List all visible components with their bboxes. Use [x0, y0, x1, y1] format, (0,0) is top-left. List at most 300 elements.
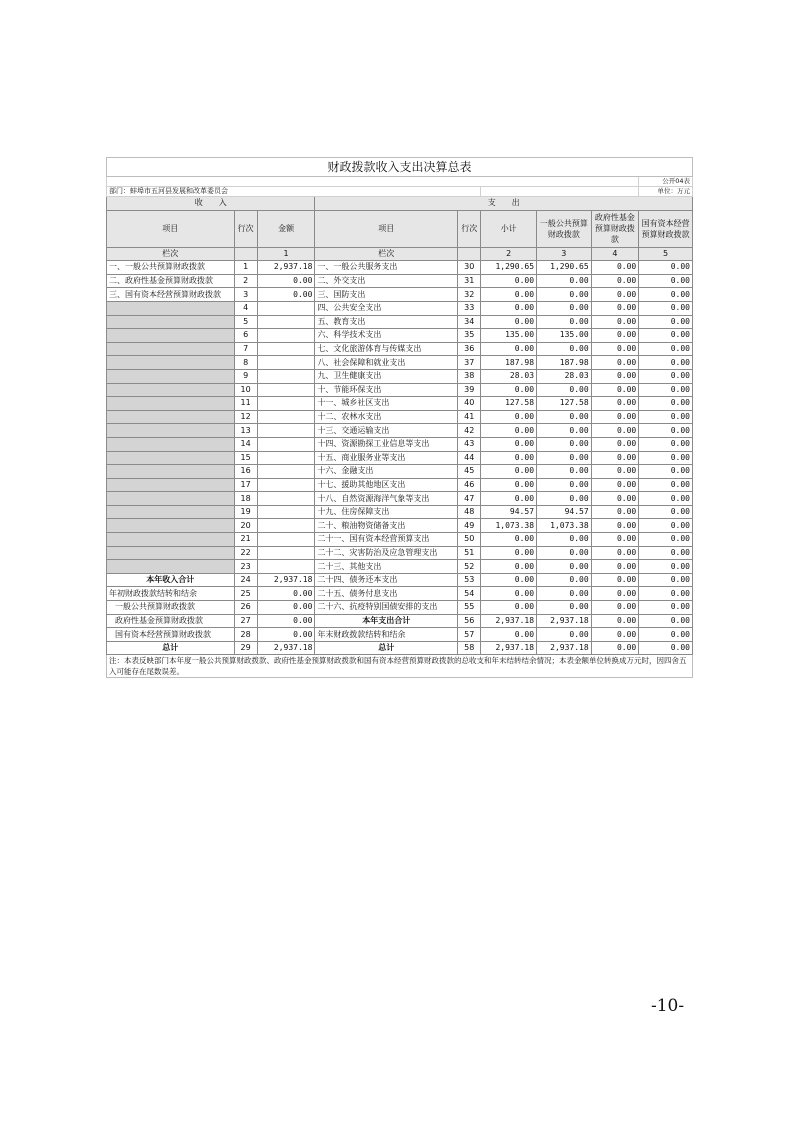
- fund-budget-value: 0.00: [591, 478, 639, 492]
- capital-budget-value: 0.00: [639, 492, 693, 506]
- fund-budget-value: 0.00: [591, 519, 639, 533]
- expense-row-no: 34: [458, 315, 481, 329]
- fund-budget-value: 0.00: [591, 437, 639, 451]
- general-budget-value: 0.00: [537, 560, 592, 574]
- index-col-1: 1: [257, 247, 315, 261]
- capital-budget-value: 0.00: [639, 437, 693, 451]
- income-row-no: 6: [234, 329, 257, 343]
- income-amount: 0.00: [257, 628, 315, 642]
- table-row: [107, 641, 693, 655]
- fund-budget-value: 0.00: [591, 274, 639, 288]
- income-item: 本年收入合计: [107, 573, 235, 587]
- table-row: [107, 601, 693, 615]
- expense-item: 十八、自然资源海洋气象等支出: [315, 492, 458, 506]
- income-row-no: 8: [234, 356, 257, 370]
- expense-row-no: 53: [458, 573, 481, 587]
- general-budget-value: 187.98: [537, 356, 592, 370]
- expense-item: 二十三、其他支出: [315, 560, 458, 574]
- subtotal-value: 0.00: [481, 274, 537, 288]
- expense-item: 十一、城乡社区支出: [315, 397, 458, 411]
- table-row: [107, 465, 693, 479]
- income-row-no: 11: [234, 397, 257, 411]
- capital-budget-value: 0.00: [639, 601, 693, 615]
- capital-budget-value: 0.00: [639, 505, 693, 519]
- income-amount: [257, 505, 315, 519]
- income-amount: 0.00: [257, 601, 315, 615]
- expense-row-no: 49: [458, 519, 481, 533]
- capital-budget-value: 0.00: [639, 533, 693, 547]
- expense-row-no: 55: [458, 601, 481, 615]
- expense-item: 五、教育支出: [315, 315, 458, 329]
- general-budget-value: 1,290.65: [537, 261, 592, 275]
- subtotal-value: 0.00: [481, 601, 537, 615]
- table-row: [107, 614, 693, 628]
- subtotal-value: 0.00: [481, 573, 537, 587]
- expense-item: 二十、粮油物资储备支出: [315, 519, 458, 533]
- general-budget-value: 2,937.18: [537, 641, 592, 655]
- capital-budget-value: 0.00: [639, 573, 693, 587]
- subtotal-value: 0.00: [481, 492, 537, 506]
- table-note: 注：本表反映部门本年度一般公共预算财政拨款、政府性基金预算财政拨款和国有资本经营预算财政拨款的总收支和年末结转结余情况；本表金额单位转换成万元时，因四舍五入可能存在尾数误差。: [107, 655, 693, 678]
- table-row: [107, 546, 693, 560]
- income-item: 国有资本经营预算财政拨款: [107, 628, 235, 642]
- expense-row-no: 32: [458, 288, 481, 302]
- subtotal-value: 0.00: [481, 478, 537, 492]
- general-budget-value: 0.00: [537, 315, 592, 329]
- form-number: 公开04表: [639, 177, 693, 187]
- fund-budget-value: 0.00: [591, 261, 639, 275]
- expense-row-no: 35: [458, 329, 481, 343]
- income-amount: [257, 451, 315, 465]
- expense-item: 二十五、债务付息支出: [315, 587, 458, 601]
- income-item: 政府性基金预算财政拨款: [107, 614, 235, 628]
- capital-budget-value: 0.00: [639, 641, 693, 655]
- capital-budget-value: 0.00: [639, 329, 693, 343]
- income-row-no: 25: [234, 587, 257, 601]
- index-label-2: 栏次: [315, 247, 458, 261]
- subtotal-value: 28.03: [481, 369, 537, 383]
- income-item: [107, 492, 235, 506]
- expense-item: 九、卫生健康支出: [315, 369, 458, 383]
- income-amount: [257, 560, 315, 574]
- subtotal-value: 0.00: [481, 546, 537, 560]
- income-item: [107, 356, 235, 370]
- fund-budget-value: 0.00: [591, 342, 639, 356]
- expense-row-no: 38: [458, 369, 481, 383]
- income-row-no: 1: [234, 261, 257, 275]
- subtotal-value: 0.00: [481, 288, 537, 302]
- fund-budget-value: 0.00: [591, 329, 639, 343]
- income-item: [107, 505, 235, 519]
- fund-budget-value: 0.00: [591, 492, 639, 506]
- fund-budget-value: 0.00: [591, 288, 639, 302]
- col-amount: 金额: [257, 210, 315, 247]
- income-amount: 0.00: [257, 587, 315, 601]
- expense-row-no: 33: [458, 301, 481, 315]
- fund-budget-value: 0.00: [591, 315, 639, 329]
- income-row-no: 21: [234, 533, 257, 547]
- general-budget-value: 0.00: [537, 383, 592, 397]
- income-amount: [257, 410, 315, 424]
- income-item: [107, 437, 235, 451]
- expense-row-no: 43: [458, 437, 481, 451]
- general-budget-value: 0.00: [537, 410, 592, 424]
- capital-budget-value: 0.00: [639, 410, 693, 424]
- income-row-no: 4: [234, 301, 257, 315]
- table-row: [107, 505, 693, 519]
- income-item: [107, 560, 235, 574]
- income-row-no: 12: [234, 410, 257, 424]
- general-budget-value: 0.00: [537, 533, 592, 547]
- general-budget-value: 0.00: [537, 601, 592, 615]
- general-budget-value: 28.03: [537, 369, 592, 383]
- general-budget-value: 127.58: [537, 397, 592, 411]
- income-row-no: 19: [234, 505, 257, 519]
- table-row: [107, 369, 693, 383]
- subtotal-value: 0.00: [481, 560, 537, 574]
- general-budget-value: 0.00: [537, 301, 592, 315]
- income-amount: [257, 546, 315, 560]
- capital-budget-value: 0.00: [639, 546, 693, 560]
- capital-budget-value: 0.00: [639, 261, 693, 275]
- income-amount: [257, 465, 315, 479]
- fund-budget-value: 0.00: [591, 614, 639, 628]
- capital-budget-value: 0.00: [639, 369, 693, 383]
- subtotal-value: 0.00: [481, 437, 537, 451]
- expense-row-no: 30: [458, 261, 481, 275]
- income-amount: 0.00: [257, 614, 315, 628]
- capital-budget-value: 0.00: [639, 356, 693, 370]
- subtotal-value: 0.00: [481, 451, 537, 465]
- table-row: [107, 492, 693, 506]
- expense-item: 本年支出合计: [315, 614, 458, 628]
- expense-row-no: 42: [458, 424, 481, 438]
- fund-budget-value: 0.00: [591, 560, 639, 574]
- general-budget-value: 0.00: [537, 492, 592, 506]
- income-item: [107, 546, 235, 560]
- table-row: [107, 410, 693, 424]
- index-label: 栏次: [107, 247, 235, 261]
- col-subtotal: 小计: [481, 210, 537, 247]
- capital-budget-value: 0.00: [639, 478, 693, 492]
- expense-item: 十四、资源勘探工业信息等支出: [315, 437, 458, 451]
- fund-budget-value: 0.00: [591, 369, 639, 383]
- expense-row-no: 56: [458, 614, 481, 628]
- income-item: [107, 465, 235, 479]
- expense-row-no: 57: [458, 628, 481, 642]
- capital-budget-value: 0.00: [639, 451, 693, 465]
- income-row-no: 13: [234, 424, 257, 438]
- fund-budget-value: 0.00: [591, 410, 639, 424]
- income-row-no: 15: [234, 451, 257, 465]
- capital-budget-value: 0.00: [639, 342, 693, 356]
- expense-row-no: 44: [458, 451, 481, 465]
- capital-budget-value: 0.00: [639, 397, 693, 411]
- income-amount: [257, 383, 315, 397]
- fund-budget-value: 0.00: [591, 356, 639, 370]
- income-item: [107, 451, 235, 465]
- expense-row-no: 41: [458, 410, 481, 424]
- income-item: 年初财政拨款结转和结余: [107, 587, 235, 601]
- general-budget-value: 0.00: [537, 288, 592, 302]
- income-section-header: 收 入: [107, 197, 315, 211]
- expense-item: 一、一般公共服务支出: [315, 261, 458, 275]
- capital-budget-value: 0.00: [639, 383, 693, 397]
- capital-budget-value: 0.00: [639, 274, 693, 288]
- expense-item: 二十一、国有资本经营预算支出: [315, 533, 458, 547]
- subtotal-value: 0.00: [481, 424, 537, 438]
- page-number: -10-: [651, 996, 685, 1016]
- expense-row-no: 40: [458, 397, 481, 411]
- capital-budget-value: 0.00: [639, 315, 693, 329]
- expense-section-header: 支 出: [315, 197, 693, 211]
- subtotal-value: 0.00: [481, 628, 537, 642]
- table-row: [107, 587, 693, 601]
- col-income-item: 项目: [107, 210, 235, 247]
- expense-row-no: 46: [458, 478, 481, 492]
- general-budget-value: 2,937.18: [537, 614, 592, 628]
- income-amount: 0.00: [257, 288, 315, 302]
- income-row-no: 9: [234, 369, 257, 383]
- fund-budget-value: 0.00: [591, 587, 639, 601]
- table-row: [107, 533, 693, 547]
- capital-budget-value: 0.00: [639, 560, 693, 574]
- index-col-2: 2: [481, 247, 537, 261]
- table-row: [107, 628, 693, 642]
- income-row-no: 27: [234, 614, 257, 628]
- income-amount: [257, 329, 315, 343]
- expense-row-no: 37: [458, 356, 481, 370]
- income-item: [107, 383, 235, 397]
- income-amount: [257, 424, 315, 438]
- table-row: [107, 519, 693, 533]
- expense-item: 八、社会保障和就业支出: [315, 356, 458, 370]
- income-row-no: 14: [234, 437, 257, 451]
- table-row: [107, 560, 693, 574]
- col-row-no-2: 行次: [458, 210, 481, 247]
- income-row-no: 28: [234, 628, 257, 642]
- fund-budget-value: 0.00: [591, 465, 639, 479]
- income-amount: [257, 369, 315, 383]
- table-row: [107, 451, 693, 465]
- subtotal-value: 0.00: [481, 533, 537, 547]
- general-budget-value: 0.00: [537, 342, 592, 356]
- income-item: 二、政府性基金预算财政拨款: [107, 274, 235, 288]
- subtotal-value: 127.58: [481, 397, 537, 411]
- fund-budget-value: 0.00: [591, 641, 639, 655]
- general-budget-value: 0.00: [537, 274, 592, 288]
- fund-budget-value: 0.00: [591, 533, 639, 547]
- income-row-no: 2: [234, 274, 257, 288]
- expense-row-no: 51: [458, 546, 481, 560]
- income-amount: [257, 533, 315, 547]
- income-item: 一、一般公共预算财政拨款: [107, 261, 235, 275]
- subtotal-value: 0.00: [481, 301, 537, 315]
- capital-budget-value: 0.00: [639, 465, 693, 479]
- general-budget-value: 0.00: [537, 587, 592, 601]
- capital-budget-value: 0.00: [639, 519, 693, 533]
- income-item: [107, 329, 235, 343]
- subtotal-value: 0.00: [481, 587, 537, 601]
- subtotal-value: 0.00: [481, 342, 537, 356]
- income-item: [107, 315, 235, 329]
- expense-item: 十七、援助其他地区支出: [315, 478, 458, 492]
- expense-item: 二十二、灾害防治及应急管理支出: [315, 546, 458, 560]
- expense-row-no: 47: [458, 492, 481, 506]
- general-budget-value: 0.00: [537, 465, 592, 479]
- income-row-no: 26: [234, 601, 257, 615]
- income-amount: 2,937.18: [257, 573, 315, 587]
- table-row: [107, 356, 693, 370]
- general-budget-value: 1,073.38: [537, 519, 592, 533]
- subtotal-value: 1,073.38: [481, 519, 537, 533]
- expense-item: 二、外交支出: [315, 274, 458, 288]
- table-row: [107, 288, 693, 302]
- income-item: [107, 342, 235, 356]
- expense-item: 十六、金融支出: [315, 465, 458, 479]
- income-row-no: 16: [234, 465, 257, 479]
- expense-row-no: 54: [458, 587, 481, 601]
- income-item: [107, 369, 235, 383]
- fund-budget-value: 0.00: [591, 505, 639, 519]
- expense-row-no: 45: [458, 465, 481, 479]
- income-amount: 0.00: [257, 274, 315, 288]
- income-amount: [257, 437, 315, 451]
- fund-budget-value: 0.00: [591, 451, 639, 465]
- income-amount: [257, 301, 315, 315]
- expense-item: 十三、交通运输支出: [315, 424, 458, 438]
- income-amount: [257, 492, 315, 506]
- table-row: [107, 274, 693, 288]
- expense-row-no: 36: [458, 342, 481, 356]
- general-budget-value: 135.00: [537, 329, 592, 343]
- expense-row-no: 31: [458, 274, 481, 288]
- income-amount: [257, 478, 315, 492]
- subtotal-value: 187.98: [481, 356, 537, 370]
- general-budget-value: 0.00: [537, 546, 592, 560]
- subtotal-value: 0.00: [481, 465, 537, 479]
- table-row: [107, 301, 693, 315]
- subtotal-value: 94.57: [481, 505, 537, 519]
- income-row-no: 22: [234, 546, 257, 560]
- income-item: 一般公共预算财政拨款: [107, 601, 235, 615]
- expense-item: 十二、农林水支出: [315, 410, 458, 424]
- col-capital-budget: 国有资本经营预算财政拨款: [639, 210, 693, 247]
- income-item: [107, 478, 235, 492]
- general-budget-value: 0.00: [537, 424, 592, 438]
- expense-item: 十五、商业服务业等支出: [315, 451, 458, 465]
- income-row-no: 20: [234, 519, 257, 533]
- expense-item: 总计: [315, 641, 458, 655]
- col-row-no: 行次: [234, 210, 257, 247]
- unit-label: 单位：万元: [639, 187, 693, 197]
- fund-budget-value: 0.00: [591, 397, 639, 411]
- col-general-budget: 一般公共预算财政拨款: [537, 210, 592, 247]
- income-amount: [257, 397, 315, 411]
- income-row-no: 7: [234, 342, 257, 356]
- income-item: [107, 424, 235, 438]
- general-budget-value: 94.57: [537, 505, 592, 519]
- table-title: 财政拨款收入支出决算总表: [107, 158, 693, 177]
- index-col-3: 3: [537, 247, 592, 261]
- income-amount: [257, 342, 315, 356]
- general-budget-value: 0.00: [537, 573, 592, 587]
- fund-budget-value: 0.00: [591, 628, 639, 642]
- capital-budget-value: 0.00: [639, 288, 693, 302]
- fund-budget-value: 0.00: [591, 546, 639, 560]
- fund-budget-value: 0.00: [591, 301, 639, 315]
- subtotal-value: 1,290.65: [481, 261, 537, 275]
- col-expense-item: 项目: [315, 210, 458, 247]
- general-budget-value: 0.00: [537, 437, 592, 451]
- capital-budget-value: 0.00: [639, 301, 693, 315]
- income-item: [107, 301, 235, 315]
- income-amount: 2,937.18: [257, 641, 315, 655]
- table-row: [107, 478, 693, 492]
- fund-budget-value: 0.00: [591, 383, 639, 397]
- expense-item: 三、国防支出: [315, 288, 458, 302]
- table-row: [107, 573, 693, 587]
- general-budget-value: 0.00: [537, 628, 592, 642]
- expense-row-no: 58: [458, 641, 481, 655]
- income-item: [107, 397, 235, 411]
- income-row-no: 18: [234, 492, 257, 506]
- expense-item: 十九、住房保障支出: [315, 505, 458, 519]
- fund-budget-value: 0.00: [591, 424, 639, 438]
- income-row-no: 17: [234, 478, 257, 492]
- expense-item: 二十六、抗疫特别国债安排的支出: [315, 601, 458, 615]
- index-col-5: 5: [639, 247, 693, 261]
- income-row-no: 10: [234, 383, 257, 397]
- expense-item: 六、科学技术支出: [315, 329, 458, 343]
- table-row: [107, 329, 693, 343]
- expense-item: 七、文化旅游体育与传媒支出: [315, 342, 458, 356]
- capital-budget-value: 0.00: [639, 628, 693, 642]
- fund-budget-value: 0.00: [591, 573, 639, 587]
- col-fund-budget: 政府性基金预算财政拨款: [591, 210, 639, 247]
- subtotal-value: 0.00: [481, 410, 537, 424]
- income-item: [107, 410, 235, 424]
- subtotal-value: 2,937.18: [481, 641, 537, 655]
- expense-row-no: 52: [458, 560, 481, 574]
- capital-budget-value: 0.00: [639, 614, 693, 628]
- department-label: 部门：蚌埠市五河县发展和改革委员会: [107, 187, 481, 197]
- table-row: [107, 397, 693, 411]
- subtotal-value: 2,937.18: [481, 614, 537, 628]
- expense-item: 二十四、债务还本支出: [315, 573, 458, 587]
- capital-budget-value: 0.00: [639, 424, 693, 438]
- table-row: [107, 424, 693, 438]
- income-row-no: 23: [234, 560, 257, 574]
- income-row-no: 5: [234, 315, 257, 329]
- income-amount: 2,937.18: [257, 261, 315, 275]
- table-row: [107, 383, 693, 397]
- expense-row-no: 48: [458, 505, 481, 519]
- subtotal-value: 0.00: [481, 315, 537, 329]
- financial-summary-sheet: [106, 157, 693, 678]
- income-row-no: 24: [234, 573, 257, 587]
- table-row: [107, 342, 693, 356]
- fiscal-appropriation-table: [106, 157, 693, 678]
- capital-budget-value: 0.00: [639, 587, 693, 601]
- income-item: 总计: [107, 641, 235, 655]
- expense-item: 年末财政拨款结转和结余: [315, 628, 458, 642]
- fund-budget-value: 0.00: [591, 601, 639, 615]
- table-row: [107, 315, 693, 329]
- subtotal-value: 135.00: [481, 329, 537, 343]
- income-item: [107, 533, 235, 547]
- expense-row-no: 39: [458, 383, 481, 397]
